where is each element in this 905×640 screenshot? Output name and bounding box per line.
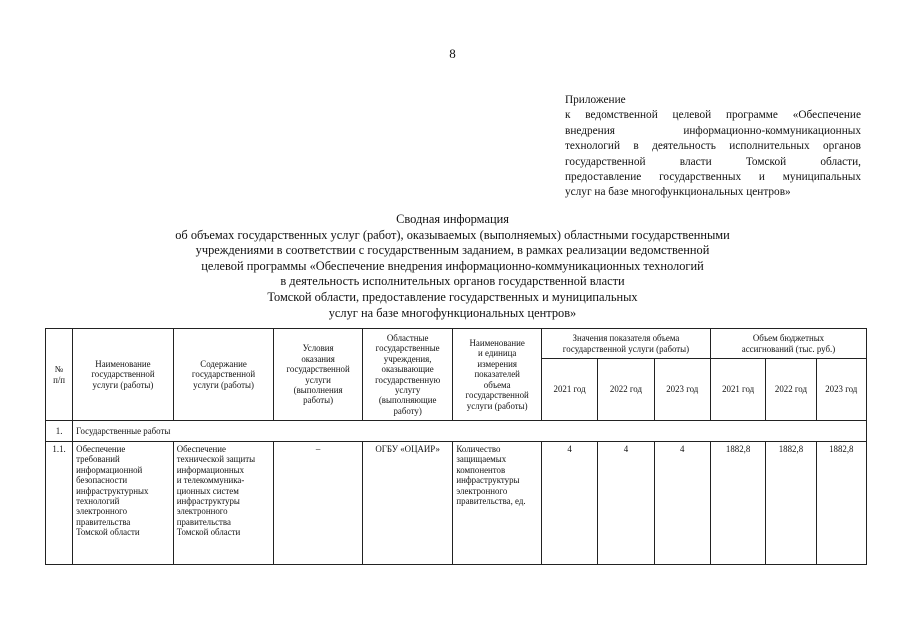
header-institutions: [362, 329, 453, 421]
header-text: Наименование: [95, 358, 151, 369]
cell-text: электронного: [456, 485, 508, 496]
header-text: (выполняющие: [378, 395, 437, 406]
header-text: оказывающие: [381, 364, 434, 375]
header-text: Объем бюджетных: [752, 333, 825, 344]
header-text: и единица: [478, 348, 517, 359]
row-budget-2022: 1882,8: [766, 442, 816, 565]
header-text: учреждения,: [383, 353, 432, 364]
title-line: в деятельность исполнительных органов государственной власти: [280, 274, 625, 289]
header-text: государственной: [191, 369, 256, 380]
appendix-line: технологий в деятельность исполнительных органов: [565, 140, 861, 153]
page-number: 8: [449, 46, 456, 61]
table-row: [46, 442, 867, 565]
cell-text: Томской области: [176, 527, 241, 538]
cell-text: информационной: [76, 464, 143, 475]
header-text: Наименование: [469, 338, 525, 349]
header-budget-group: [710, 329, 866, 359]
section-row: [46, 421, 867, 442]
document-title: [100, 212, 805, 321]
title-line: об объемах государственных услуг (работ), оказываемых (выполняемых) областными государственными: [175, 227, 730, 242]
header-year: 2022 год: [598, 359, 654, 421]
appendix-line: предоставление государственных и муниципальных: [565, 171, 861, 184]
cell-text: защищаемых: [456, 454, 507, 465]
row-institution: ОГБУ «ОЦАИР»: [362, 442, 453, 565]
header-volume-group: [541, 329, 710, 359]
row-volume-2021: 4: [541, 442, 597, 565]
row-volume-2022: 4: [598, 442, 654, 565]
row-service-name: [73, 442, 174, 565]
cell-text: требований: [76, 454, 120, 465]
header-text: государственные: [375, 343, 440, 354]
cell-text: Обеспечение: [76, 444, 126, 454]
header-text: работу): [393, 405, 422, 416]
header-text: Содержание: [200, 358, 247, 369]
cell-text: Количество: [456, 444, 501, 454]
cell-text: электронного: [76, 506, 128, 517]
cell-text: Томской области: [76, 527, 140, 538]
header-year: 2023 год: [654, 359, 710, 421]
header-text: показателей: [474, 369, 520, 380]
appendix-line: Приложение: [565, 94, 626, 106]
cell-text: правительства, ед.: [456, 496, 526, 507]
appendix-line: внедрения информационно-коммуникационных: [565, 124, 861, 137]
header-text: государственной услуги (работы): [562, 343, 690, 354]
header-year: 2021 год: [710, 359, 765, 421]
cell-text: безопасности: [76, 475, 128, 486]
cell-text: электронного: [176, 506, 228, 517]
header-text: услуги: [305, 374, 331, 385]
row-service-content: [173, 442, 274, 565]
appendix-line: государственной власти Томской области,: [565, 155, 861, 168]
cell-text: технологий: [76, 496, 120, 507]
header-text: государственной: [91, 369, 155, 380]
header-text: Условия: [302, 343, 334, 354]
cell-text: правительства: [76, 516, 131, 527]
appendix-line: к ведомственной целевой программе «Обеспечение: [565, 109, 861, 122]
header-text: работы): [303, 395, 334, 406]
header-text: измерения: [477, 358, 517, 369]
header-conditions: [274, 329, 363, 421]
section-num: 1.: [46, 421, 73, 442]
header-text: услугу: [394, 384, 421, 395]
header-text: (выполнения: [293, 384, 343, 395]
cell-text: ционных систем: [176, 485, 239, 496]
title-line: Сводная информация: [396, 212, 509, 226]
header-text: №: [54, 364, 64, 375]
row-budget-2023: 1882,8: [816, 442, 866, 565]
title-line: услуг на базе многофункциональных центров»: [328, 305, 577, 320]
header-text: Значения показателя объема: [572, 333, 680, 344]
title-line: Томской области, предоставление государственных и муниципальных: [267, 289, 638, 304]
header-year: 2023 год: [816, 359, 866, 421]
header-text: объема: [483, 379, 511, 390]
cell-text: Обеспечение: [176, 444, 226, 454]
header-service-name: [73, 329, 174, 421]
header-text: услуги (работы): [92, 379, 154, 390]
header-text: оказания: [301, 353, 335, 364]
cell-text: и телекоммуника-: [176, 475, 245, 486]
cell-text: инфраструктуры: [176, 496, 240, 507]
title-line: целевой программы «Обеспечение внедрения информационно-коммуникационных технологий: [201, 258, 704, 273]
header-num: [46, 329, 73, 421]
header-text: п/п: [53, 374, 66, 385]
cell-text: инфраструктуры: [456, 475, 520, 486]
cell-text: информационных: [176, 464, 245, 475]
title-line: учреждениями в соответствии с государственным заданием, в рамках реализации ведомственной: [195, 243, 710, 258]
section-label: Государственные работы: [73, 421, 867, 442]
header-text: ассигнований (тыс. руб.): [741, 343, 836, 354]
cell-text: правительства: [176, 516, 231, 527]
header-year: 2021 год: [541, 359, 597, 421]
appendix-caption: [565, 93, 861, 201]
header-text: государственную: [375, 374, 441, 385]
header-year: 2022 год: [766, 359, 816, 421]
cell-text: инфраструктурных: [76, 485, 149, 496]
header-service-content: [173, 329, 274, 421]
row-conditions: –: [274, 442, 363, 565]
row-num: 1.1.: [46, 442, 73, 565]
cell-text: компонентов: [456, 464, 506, 475]
summary-table: [45, 328, 867, 565]
header-indicator: [453, 329, 542, 421]
row-budget-2021: 1882,8: [710, 442, 765, 565]
header-text: услуги (работы): [193, 379, 254, 390]
header-text: государственной: [286, 364, 350, 375]
header-text: услуги (работы): [466, 400, 528, 411]
row-indicator: [453, 442, 542, 565]
header-text: государственной: [465, 390, 529, 401]
row-volume-2023: 4: [654, 442, 710, 565]
appendix-line: услуг на базе многофункциональных центров»: [565, 186, 791, 199]
table-header-row: [46, 329, 867, 359]
cell-text: технической защиты: [176, 454, 256, 465]
header-text: Областные: [386, 332, 429, 343]
